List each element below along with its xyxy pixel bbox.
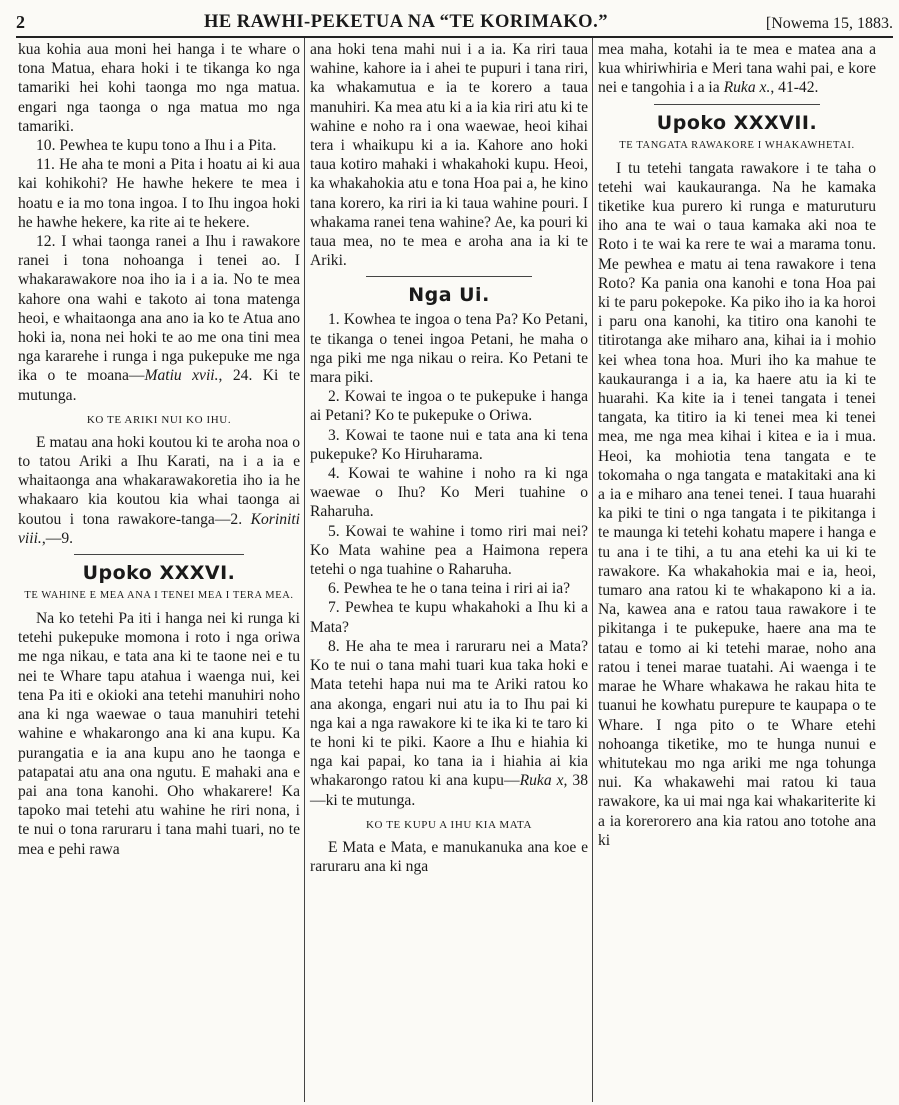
question: 4. Kowai te wahine i noho ra ki nga waewae o Ihu? Ko Meri tuahine o Raharuha. [310,465,588,521]
paragraph [598,40,876,98]
paragraph-text: 38—ki te mutunga. [310,772,588,809]
question: 6. Pewhea te he o tana teina i riri ai ia? [328,580,571,598]
scripture-citation: Ruka x, [519,772,568,790]
column-2 [304,38,592,1102]
paragraph: Na ko tetehi Pa iti i hanga nei ki runga ki tetehi pukepuke momona i roto i nga oriwa me nga nikau, e tata ana ki te taone nei e tu nei te Whare tapu atahua i waenga nui, kei tena Pa iti e okioki ana tetehi manuhiri noho ana ki nga waewae o taua manuhiri tetehi wahine e whakarongo ana ki ana kupu. Ka purangatia e ia ana kupu ano he taonga e patapatai atu ana ona ngutu. E mahaki ana e pai ana tona kanohi. Oho whakarere! Ka tapoko mai tetehi atu wahine he riri nona, i te nui o tona raruraru i tana mahi tuari, no te mea e pehi rawa [18,610,300,858]
paragraph-text: ,—9. [41,529,74,547]
section-heading: Nga Ui. [408,284,490,307]
question: 1. Kowhea te ingoa o tena Pa? Ko Petani, te tikanga o tenei ingoa Petani, he maha o nga piki me nga nikau o reira. Ko Petani te mara piki. [310,311,588,387]
section-subheading: KO TE ARIKI NUI KO IHU. [86,413,232,426]
column-3 [592,38,880,1102]
chapter-subtitle: TE TANGATA RAWAKORE I WHAKAWHETAI. [619,139,855,151]
question: 3. Kowai te taone nui e tata ana ki tena pukepuke? Ko Hiruharama. [310,426,588,463]
scripture-citation: Matiu xvii. [144,367,219,385]
divider [366,276,533,277]
paragraph-text: , 41-42. [770,79,819,97]
section-subheading: KO TE KUPU A IHU KIA MATA [365,818,533,831]
paragraph: I tu tetehi tangata rawakore i te taha o tetehi wai kaukauranga. Na he kamaka tiketike kua purero ki runga e maturuturu iho ana te wai o taua kamaka aki noa te Roto i te wai ka rere te wai a marama tonu. Me pewhea e matu ai tena rawakore i tena Roto? Ka pania ona kanohi e tona Hoa pai ki te paru pokepoke. Ka piko iho ia ka horoi i paru ona kanohi, ka titiro ona kanohi te titirotanga ake miharo ana, kihai ia i mohio kei whea tona hoa. Muri iho ka mahue te kaukauranga i a ia, ka haere atu ia ki te huarahi. Ka kite ia i tenei tangata i tenei tangata, ka titiro ia ki tenei mea ki tenei mea, me nga mea kihai i kitea e ia i mua. Heoi, ka mohiotia tena tangata e te tokomaha o nga tangata e matakitaki ana ki a ia e miharo ana tenei tenei. I taua huarahi ka piki te tini o nga tangata i te pikitanga i te maunga ki tetehi kohatu mapere i hanga e tu ana i te tihi, a tu ana etehi ka ui ki te rawakore. Ka whakahokia mai e ia, heoi, tumaro ana ratou ki te whakapono ki a ia. Na, kawea ana e ratou taua rawakore i te pikitanga i te pukepuke, haere ana ma te tatau e tomo ai ki tetehi marae, noho ana ratou i tenei marae tuatahi. Ai waenga i te marae he Whare whakawa he rakau hita te tuanui he kowhatu purepure te kaupapa o te Whare. I nga pito o te Whare etehi nohoanga tiketike, mo te hunga nunui e whitutekau mo nga ariki me nga tohunga nui. Ka whakawehi mai ratou ki taua rawakore, ka ui mai nga kai whakariterite ki a ia korerorero ana kia ratou ano totohe ana ki [598,159,876,849]
page-header [16,0,893,38]
paragraph-text: 12. I whai taonga ranei a Ihu i rawakore ranei i tona nohoanga i tenei ao. I whakarawakore noa iho ia i a ia. No te mea kahore ona wahi e takoto ai tona matenga heoi, e whaitaonga ana ano ia ko te Atua ano hoki ia, nona nei hoki te ao me ona tini mea nga kararehe i runga i nga pukepuke me nga ika o te moana— [18,233,300,385]
question: 7. Pewhea te kupu whakahoki a Ihu ki a Mata? [310,599,588,636]
paragraph: ana hoki tena mahi nui i a ia. Ka riri taua wahine, kahore ia i ahei te pupuri i tana riri, ka whakamutua e ia te korero a taua manuhiri. Ka mea atu ki a ia kia riri atu ki te wahine e noho ra i ona waewae, heoi kihai tera i whaikupu ki a ia. Kahore ano hoki taua kotiro mahaki i whakahoki kupu. Heoi, ka whakahokia atu e tona Hoa pai a, he kino tana korero, ka riri ia ki taua wahine pouri. I whakama ranei tena wahine? Ae, ka pouri ki taua mea, no te mea e aroha ana ia ki te Ariki. [310,41,588,270]
paragraph: 11. He aha te moni a Pita i hoatu ai ki aua kai kohikohi? He hawhe hekere te mea i hoatu e ia mo tona ingoa. I to Ihu ingoa hoki he hawhe hekere, ka rite ai te hekere. [18,156,300,231]
scripture-citation: Ruka x. [723,79,771,97]
paragraph-text: , 24. Ki te mutunga. [18,367,300,404]
divider [74,554,243,555]
paragraph-text: mea maha, kotahi ia te mea e matea ana a kua whiriwhiria e Meri tana wahi pai, e kore nei e tangohia i a ia [598,41,876,97]
text-columns [16,38,893,1102]
issue-date: [Nowema 15, 1883. [765,15,893,32]
paragraph [18,433,300,548]
masthead-title: HE RAWHI-PEKETUA NA “TE KORIMAKO.” [203,12,608,32]
question [310,637,588,810]
paragraph-text: 8. He aha te mea i raruraru nei a Mata? Ko te nui o tana mahi tuari kua taka hoki e Mata tetehi hapa nui ma te Ariki ratou ko ana akonga, engari nui atu ia to Ihu pai ki nga kai a nga rawakore ki te ika ki te taro ki te honi ki te piki. Kaore a Ihu e hiahia ki nga kai papai, ko tana ia i hiahia ai kia whakarongo ratou ki ana kupu— [310,637,588,790]
chapter-title: Upoko XXXVII. [656,111,818,134]
column-1 [16,38,304,1102]
question: 2. Kowai te ingoa o te pukepuke i hanga ai Petani? Ko te pukepuke o Oriwa. [310,388,588,425]
chapter-subtitle: TE WAHINE E MEA ANA I TENEI MEA I TERA MEA. [24,590,294,602]
question: 5. Kowai te wahine i tomo riri mai nei? Ko Mata wahine pea a Haimona repera tetehi o nga tuahine o Raharuha. [310,522,588,579]
paragraph-text: E matau ana hoki koutou ki te aroha noa o to tatou Ariki a Ihu Karati, na i a ia e whaitaonga ana whakarawakoretia iho ia he whakaaro kia koutou kia whai taonga ai koutou i tona rawakore-tanga—2. [18,433,300,528]
page-number: 2 [16,12,25,32]
paragraph: kua kohia aua moni hei hanga i te whare o tona Matua, ehara hoki i te tikanga ko nga tamariki hei kohi taonga mo nga matua. engari nga taonga o nga matua mo nga tamariki. [18,41,300,135]
chapter-title: Upoko XXXVI. [82,562,236,585]
paragraph [18,232,300,405]
paragraph: 10. Pewhea te kupu tono a Ihu i a Pita. [36,137,277,155]
paragraph: E Mata e Mata, e manukanuka ana koe e raruraru ana ki nga [310,838,588,875]
scripture-citation: Koriniti viii. [18,510,300,547]
divider [654,104,821,105]
